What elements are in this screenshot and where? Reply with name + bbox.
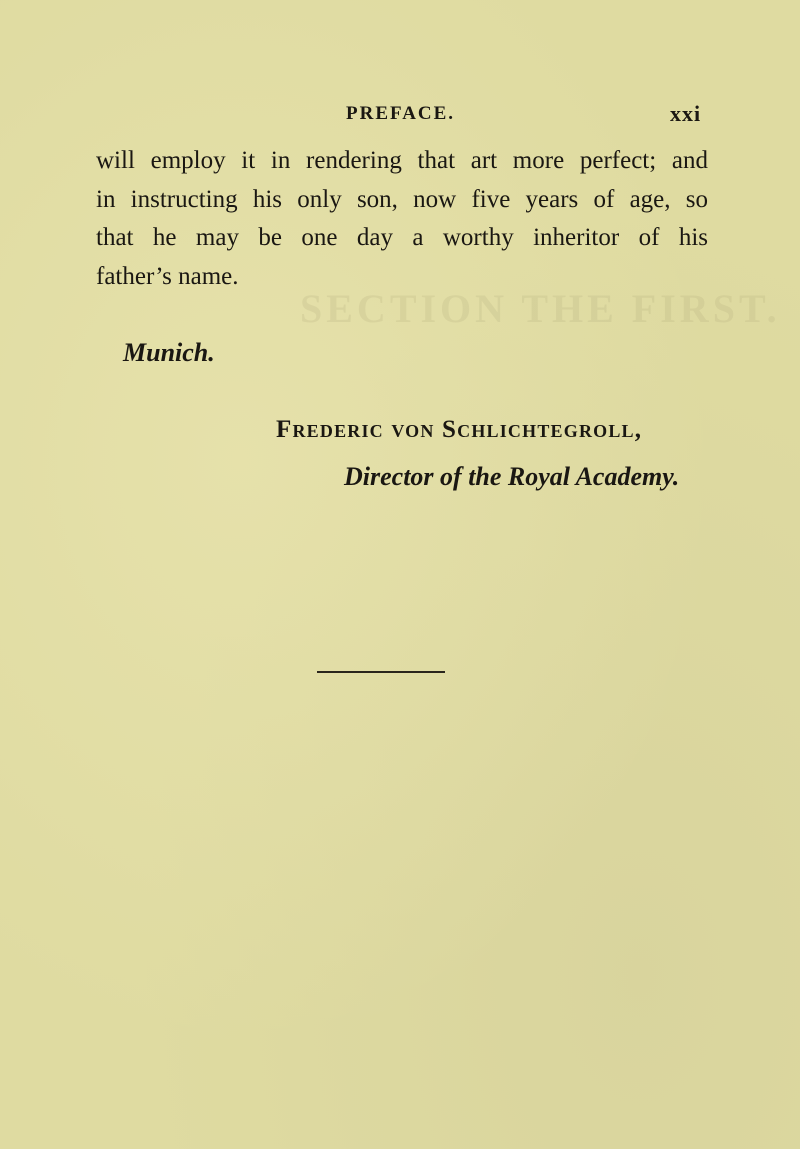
author-signature: Frederic von Schlichtegroll, bbox=[276, 416, 643, 443]
show-through-text: SECTION THE FIRST. bbox=[300, 286, 781, 331]
running-title: PREFACE. bbox=[346, 103, 456, 124]
text-line: in instructing his only son, now five years of age, so bbox=[96, 185, 708, 213]
author-title: Director of the Royal Academy. bbox=[344, 462, 680, 491]
text-line: will employ it in rendering that art more perfect; and bbox=[96, 147, 708, 174]
page-number: xxi bbox=[670, 101, 702, 126]
place-of-writing: Munich. bbox=[123, 338, 215, 367]
section-divider-rule bbox=[317, 671, 445, 673]
text-line: that he may be one day a worthy inheritor of his bbox=[96, 224, 708, 251]
text-line: father’s name. bbox=[96, 262, 239, 290]
running-head bbox=[0, 103, 800, 129]
body-paragraph bbox=[96, 142, 708, 296]
